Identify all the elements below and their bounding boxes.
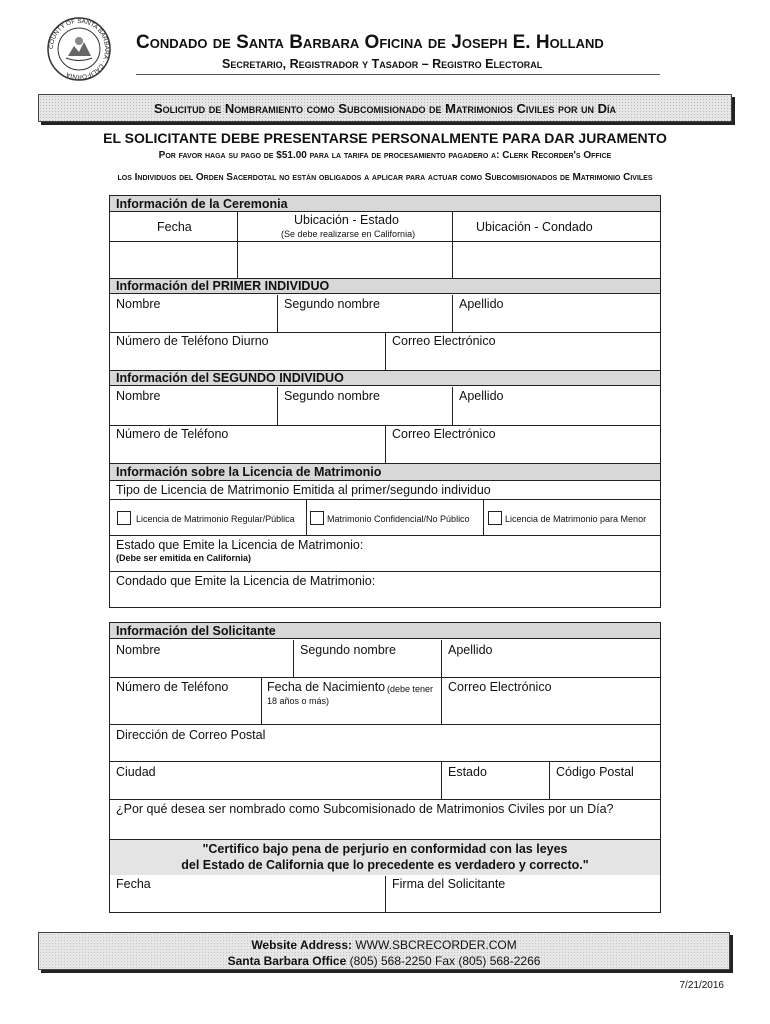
applicant-city-field[interactable] — [110, 762, 440, 798]
second-email-label: Correo Electrónico — [392, 427, 496, 441]
header-divider — [136, 74, 660, 75]
ceremony-state-label: Ubicación - Estado — [294, 213, 399, 227]
office-label: Santa Barbara Office — [227, 954, 347, 968]
license-state-note: (Debe ser emitida en California) — [116, 553, 252, 563]
county-seal — [46, 16, 112, 82]
applicant-reason-label: ¿Por qué desea ser nombrado como Subcomisionado de Matrimonios Civiles por un Día? — [116, 802, 614, 816]
ceremony-section-header: Información de la Ceremonia — [110, 196, 660, 212]
first-name-label: Nombre — [116, 297, 161, 311]
certification-date-field[interactable] — [110, 876, 384, 912]
ceremony-date-label: Fecha — [157, 220, 192, 234]
first-middle-name-label: Segundo nombre — [284, 297, 380, 311]
license-minor-label: Licencia de Matrimonio para Menor — [505, 514, 647, 524]
ceremony-state-input[interactable] — [238, 242, 452, 277]
intro-line-2: Por favor haga su pago de $51.00 para la tarifa de procesamiento pagadero a: Clerk Recorder's Office — [158, 150, 612, 161]
certification-line-2: del Estado de California que lo precedente es verdadero y correcto." — [181, 858, 589, 872]
applicant-name-label: Nombre — [116, 643, 161, 657]
first-individual-section-header: Información del PRIMER INDIVIDUO — [110, 279, 660, 294]
applicant-section-header: Información del Solicitante — [110, 623, 660, 639]
office-subtitle: Secretario, Registrador y Tasador – Registro Electoral — [222, 57, 543, 71]
second-phone-label: Número de Teléfono — [116, 427, 229, 441]
certification-date-label: Fecha — [116, 877, 151, 891]
first-email-label: Correo Electrónico — [392, 334, 496, 348]
office-phone: (805) 568-2250 Fax (805) 568-2266 — [349, 954, 541, 968]
applicant-dob-note-a: (debe tener — [387, 684, 434, 694]
second-middle-name-label: Segundo nombre — [284, 389, 380, 403]
applicant-city-label: Ciudad — [116, 765, 156, 779]
second-individual-section-header: Información del SEGUNDO INDIVIDUO — [110, 371, 660, 386]
intro-line-1: EL SOLICITANTE DEBE PRESENTARSE PERSONALMENTE PARA DAR JURAMENTO — [103, 130, 667, 146]
ceremony-county-input[interactable] — [453, 242, 660, 277]
contact-footer — [38, 932, 730, 970]
form-revision-date: 7/21/2016 — [679, 980, 724, 991]
license-confidential-checkbox[interactable] — [310, 511, 324, 525]
intro-line-3: los Individuos del Orden Sacerdotal no están obligados a aplicar para actuar como Subcomisionados de Matrimonio Civiles — [117, 172, 653, 183]
license-minor-checkbox[interactable] — [488, 511, 502, 525]
applicant-dob-note-b: 18 años o más) — [267, 696, 330, 706]
applicant-zip-label: Código Postal — [556, 765, 634, 779]
office-title: Condado de Santa Barbara Oficina de Joseph E. Holland — [136, 32, 604, 53]
certification-line-1: "Certifico bajo pena de perjurio en conformidad con las leyes — [202, 842, 568, 856]
license-state-label: Estado que Emite la Licencia de Matrimonio: — [116, 538, 364, 552]
applicant-address-label: Dirección de Correo Postal — [116, 728, 266, 742]
applicant-state-label: Estado — [448, 765, 487, 779]
ceremony-state-note: (Se debe realizarse en California) — [281, 229, 416, 239]
applicant-signature-label: Firma del Solicitante — [392, 877, 506, 891]
first-phone-label: Número de Teléfono Diurno — [116, 334, 269, 348]
second-name-label: Nombre — [116, 389, 161, 403]
svg-text:COUNTY OF SANTA BARBARA · CALI: COUNTY OF SANTA BARBARA · CALIFORNIA — [47, 17, 111, 81]
ceremony-county-label: Ubicación - Condado — [476, 220, 593, 234]
applicant-dob-label: Fecha de Nacimiento — [267, 680, 386, 694]
form-title-banner: Solicitud de Nombramiento como Subcomisionado de Matrimonios Civiles por un Día — [38, 94, 732, 122]
ceremony-date-input[interactable] — [110, 242, 237, 277]
license-regular-checkbox[interactable] — [117, 511, 131, 525]
license-type-label: Tipo de Licencia de Matrimonio Emitida al primer/segundo individuo — [116, 483, 491, 497]
second-last-name-label: Apellido — [459, 389, 504, 403]
license-county-label: Condado que Emite la Licencia de Matrimonio: — [116, 574, 376, 588]
license-regular-label: Licencia de Matrimonio Regular/Pública — [136, 514, 295, 524]
first-last-name-label: Apellido — [459, 297, 504, 311]
license-confidential-label: Matrimonio Confidencial/No Público — [327, 514, 470, 524]
license-section-header: Información sobre la Licencia de Matrimonio — [110, 464, 660, 481]
website-link[interactable]: WWW.SBCRECORDER.COM — [355, 938, 517, 952]
applicant-email-label: Correo Electrónico — [448, 680, 552, 694]
applicant-middle-name-label: Segundo nombre — [300, 643, 396, 657]
applicant-last-name-label: Apellido — [448, 643, 493, 657]
applicant-phone-label: Número de Teléfono — [116, 680, 229, 694]
website-label: Website Address: — [251, 938, 353, 952]
